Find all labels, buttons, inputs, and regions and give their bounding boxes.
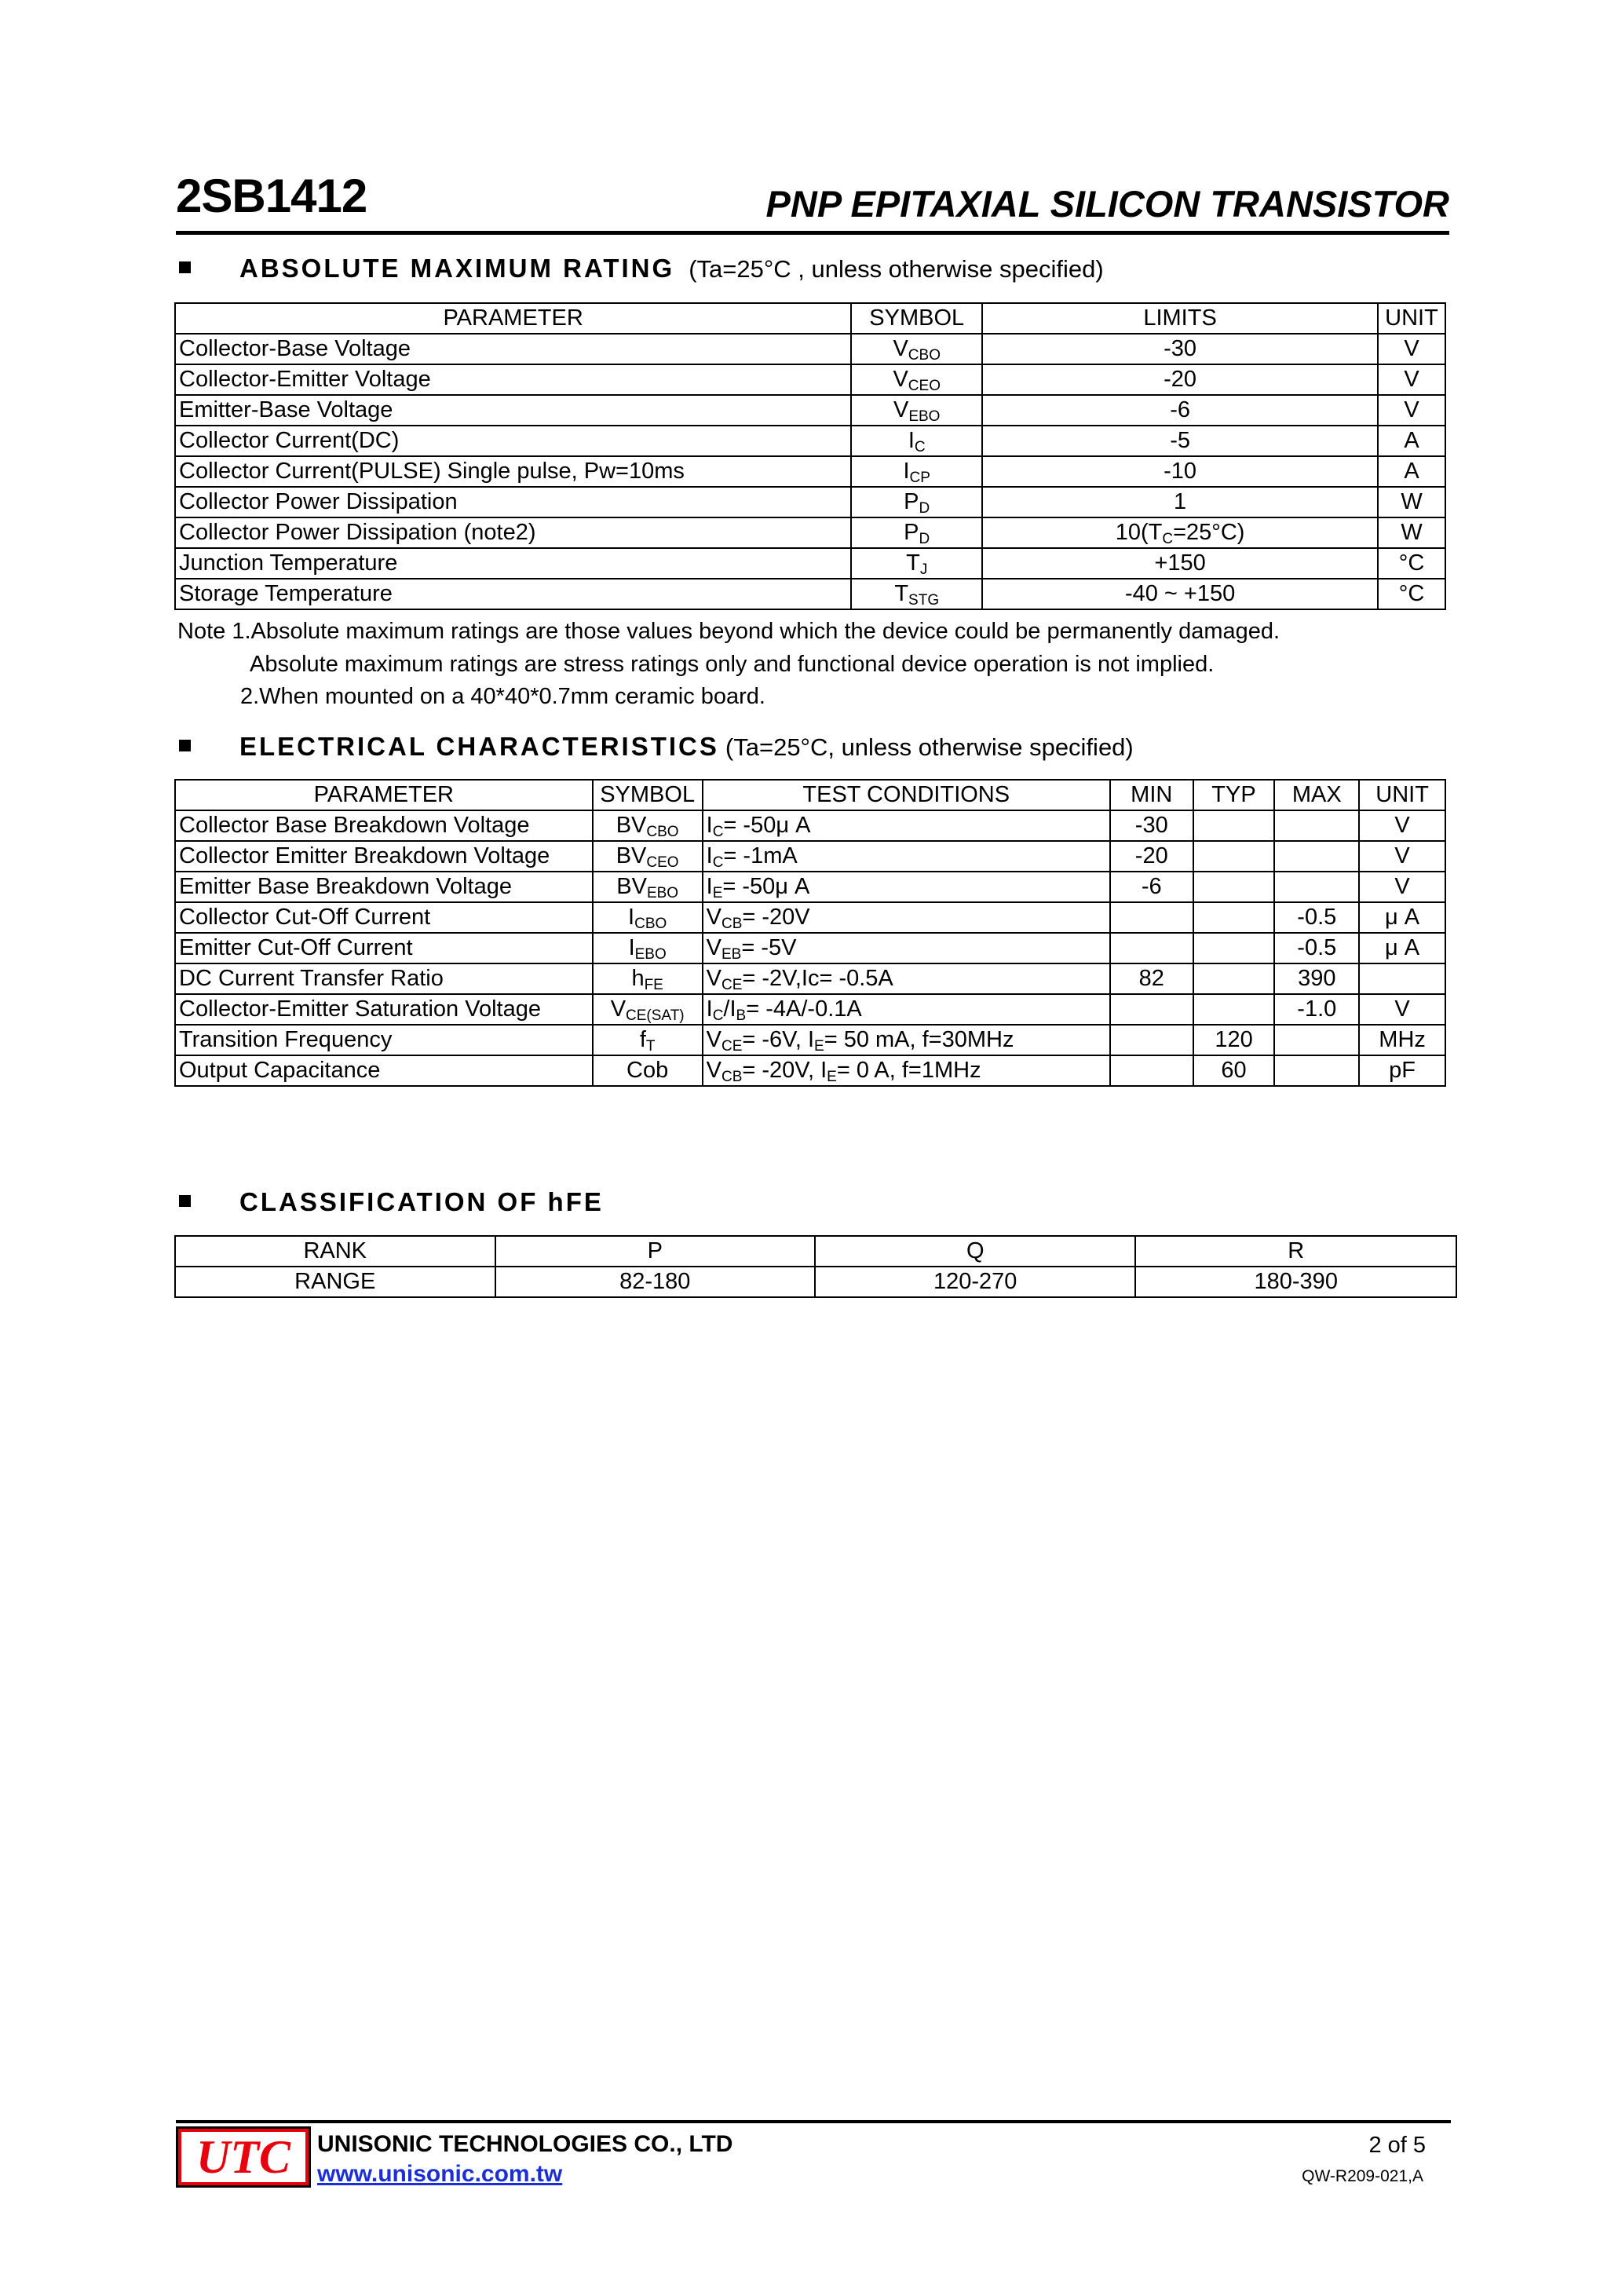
parameter-cell: Collector Cut-Off Current (175, 902, 593, 933)
limit-text: 10(T (1115, 520, 1163, 545)
symbol-text: BV (616, 843, 647, 868)
min-cell (1110, 902, 1193, 933)
table-row (175, 902, 1445, 933)
unit-cell: pF (1359, 1055, 1445, 1086)
unit-cell: V (1378, 334, 1445, 364)
unit-cell: W (1378, 517, 1445, 548)
parameter-cell: Collector Current(DC) (175, 426, 851, 456)
table-row (175, 579, 1445, 609)
column-header: PARAMETER (175, 303, 851, 334)
website-link[interactable]: www.unisonic.com.tw (317, 2161, 563, 2187)
symbol-cell (851, 487, 982, 517)
column-header: SYMBOL (851, 303, 982, 334)
symbol-text: T (894, 581, 909, 606)
symbol-subscript: FE (644, 977, 663, 993)
symbol-subscript: CBO (634, 916, 667, 932)
max-cell (1274, 810, 1359, 841)
parameter-cell: Collector-Base Voltage (175, 334, 851, 364)
table-row (175, 395, 1445, 426)
typ-cell (1193, 872, 1275, 902)
table-row (175, 548, 1445, 579)
condition-text: = -50μ A (722, 874, 810, 899)
max-cell: 390 (1274, 963, 1359, 994)
unit-cell: °C (1378, 579, 1445, 609)
part-number: 2SB1412 (176, 170, 367, 222)
condition-text: V (706, 966, 721, 991)
hfe-table (174, 1235, 1457, 1298)
parameter-cell: Emitter-Base Voltage (175, 395, 851, 426)
square-bullet-icon (179, 1195, 191, 1207)
limit-cell (982, 517, 1378, 548)
abs-max-title: ABSOLUTE MAXIMUM RATING (239, 254, 675, 283)
range-cell: 180-390 (1135, 1267, 1456, 1297)
footer-rule (176, 2120, 1451, 2123)
rank-cell: R (1135, 1236, 1456, 1267)
symbol-text: I (903, 459, 910, 484)
symbol-subscript: EBO (646, 885, 679, 901)
elec-condition: (Ta=25°C, unless otherwise specified) (725, 733, 1134, 761)
table-header-row (175, 780, 1445, 810)
symbol-text: I (628, 935, 635, 960)
condition-text: = 0 A, f=1MHz (836, 1058, 981, 1083)
unit-cell: V (1359, 810, 1445, 841)
symbol-subscript: CE(SAT) (626, 1007, 685, 1024)
condition-text: = -50μ A (723, 813, 811, 838)
symbol-text: Cob (627, 1058, 669, 1083)
condition-text: V (706, 905, 721, 930)
symbol-subscript: C (914, 439, 926, 455)
condition-subscript: C (712, 1007, 724, 1024)
rank-cell: Q (815, 1236, 1136, 1267)
table-row (175, 994, 1445, 1025)
range-row (175, 1267, 1456, 1297)
symbol-cell (593, 994, 703, 1025)
condition-subscript: CB (721, 916, 743, 932)
symbol-text: V (610, 996, 627, 1022)
table-row (175, 1055, 1445, 1086)
limit-cell: +150 (982, 548, 1378, 579)
condition-subscript: E (814, 1038, 824, 1055)
unit-cell: μ A (1359, 902, 1445, 933)
symbol-subscript: D (919, 531, 930, 547)
column-header: MAX (1274, 780, 1359, 810)
min-cell: -6 (1110, 872, 1193, 902)
limit-text: =25°C) (1173, 520, 1245, 545)
column-header: SYMBOL (593, 780, 703, 810)
min-cell (1110, 1055, 1193, 1086)
symbol-cell (851, 395, 982, 426)
hfe-title: CLASSIFICATION OF hFE (239, 1187, 604, 1216)
symbol-cell (851, 456, 982, 487)
rank-cell: P (495, 1236, 815, 1267)
unit-cell: V (1359, 994, 1445, 1025)
symbol-subscript: CBO (908, 347, 941, 364)
symbol-subscript: CEO (646, 854, 679, 871)
condition-text: = -20V, I (742, 1058, 827, 1083)
symbol-text: T (906, 550, 920, 576)
typ-cell: 120 (1193, 1025, 1275, 1055)
table-row (175, 1025, 1445, 1055)
table-row (175, 334, 1445, 364)
note-1b: Absolute maximum ratings are stress ratings only and functional device operation is not implied. (250, 652, 1215, 677)
range-cell: 82-180 (495, 1267, 815, 1297)
typ-cell (1193, 994, 1275, 1025)
condition-text: = -6V, I (742, 1027, 815, 1052)
condition-text: = -20V (742, 905, 810, 930)
symbol-cell (593, 810, 703, 841)
note-1a: Note 1.Absolute maximum ratings are those values beyond which the device could be permanently damaged. (177, 619, 1280, 644)
hfe-heading (179, 1187, 604, 1217)
symbol-subscript: CBO (646, 824, 679, 840)
symbol-cell (593, 1025, 703, 1055)
limit-cell: -30 (982, 334, 1378, 364)
column-header: TEST CONDITIONS (703, 780, 1110, 810)
condition-text: V (706, 935, 721, 960)
test-condition-cell (703, 963, 1110, 994)
condition-text: I (706, 843, 713, 868)
test-condition-cell (703, 994, 1110, 1025)
unit-cell: MHz (1359, 1025, 1445, 1055)
symbol-text: BV (616, 813, 647, 838)
parameter-cell: Collector Emitter Breakdown Voltage (175, 841, 593, 872)
table-header-row (175, 303, 1445, 334)
min-cell (1110, 1025, 1193, 1055)
unit-cell: °C (1378, 548, 1445, 579)
elec-title: ELECTRICAL CHARACTERISTICS (239, 732, 719, 761)
condition-subscript: EB (721, 946, 742, 963)
table-row (175, 841, 1445, 872)
symbol-text: I (908, 428, 915, 453)
parameter-cell: Emitter Cut-Off Current (175, 933, 593, 963)
parameter-cell: Collector-Emitter Voltage (175, 364, 851, 395)
test-condition-cell (703, 1055, 1110, 1086)
parameter-cell: Emitter Base Breakdown Voltage (175, 872, 593, 902)
max-cell: -0.5 (1274, 933, 1359, 963)
header-rule (176, 231, 1449, 235)
typ-cell (1193, 841, 1275, 872)
unit-cell: V (1359, 872, 1445, 902)
symbol-subscript: D (919, 500, 930, 517)
symbol-cell (851, 548, 982, 579)
symbol-text: V (893, 397, 909, 422)
condition-subscript: B (736, 1007, 747, 1024)
parameter-cell: Transition Frequency (175, 1025, 593, 1055)
square-bullet-icon (179, 261, 191, 273)
max-cell: -1.0 (1274, 994, 1359, 1025)
condition-subscript: CE (721, 1038, 743, 1055)
condition-text: = -2V,Ic= -0.5A (742, 966, 893, 991)
limit-cell: 1 (982, 487, 1378, 517)
condition-text: = -5V (741, 935, 797, 960)
condition-subscript: C (712, 854, 724, 871)
condition-text: V (706, 1027, 721, 1052)
table-row (175, 810, 1445, 841)
unit-cell: V (1378, 364, 1445, 395)
symbol-text: P (904, 520, 919, 545)
table-row (175, 517, 1445, 548)
document-code: QW-R209-021,A (1302, 2167, 1423, 2185)
symbol-subscript: J (919, 561, 928, 578)
condition-text: /I (723, 996, 736, 1022)
unit-cell: A (1378, 426, 1445, 456)
column-header: TYP (1193, 780, 1275, 810)
condition-text: = -1mA (723, 843, 798, 868)
symbol-cell (851, 517, 982, 548)
column-header: UNIT (1359, 780, 1445, 810)
square-bullet-icon (179, 740, 191, 751)
typ-cell: 60 (1193, 1055, 1275, 1086)
unit-cell (1359, 963, 1445, 994)
condition-subscript: E (712, 885, 723, 901)
max-cell: -0.5 (1274, 902, 1359, 933)
symbol-subscript: CP (909, 470, 930, 486)
symbol-cell (851, 334, 982, 364)
column-header: MIN (1110, 780, 1193, 810)
symbol-cell (593, 963, 703, 994)
limit-cell: -20 (982, 364, 1378, 395)
range-cell: 120-270 (815, 1267, 1136, 1297)
symbol-subscript: EBO (908, 408, 941, 425)
parameter-cell: Collector-Emitter Saturation Voltage (175, 994, 593, 1025)
parameter-cell: Storage Temperature (175, 579, 851, 609)
condition-subscript: CE (721, 977, 743, 993)
symbol-subscript: CEO (908, 378, 941, 394)
test-condition-cell (703, 841, 1110, 872)
limit-cell: -5 (982, 426, 1378, 456)
symbol-text: f (639, 1027, 646, 1052)
table-row (175, 963, 1445, 994)
symbol-text: I (628, 905, 635, 930)
parameter-cell: Collector Power Dissipation (note2) (175, 517, 851, 548)
rank-label: RANK (175, 1236, 495, 1267)
unit-cell: μ A (1359, 933, 1445, 963)
typ-cell (1193, 810, 1275, 841)
page-number: 2 of 5 (1368, 2133, 1426, 2158)
abs-max-table (174, 302, 1446, 610)
max-cell (1274, 1055, 1359, 1086)
condition-text: I (706, 996, 713, 1022)
condition-text: I (706, 874, 713, 899)
parameter-cell: Output Capacitance (175, 1055, 593, 1086)
unit-cell: W (1378, 487, 1445, 517)
limit-cell: -10 (982, 456, 1378, 487)
table-row (175, 364, 1445, 395)
condition-text: V (706, 1058, 721, 1083)
unit-cell: A (1378, 456, 1445, 487)
symbol-cell (593, 1055, 703, 1086)
table-row (175, 487, 1445, 517)
min-cell: -30 (1110, 810, 1193, 841)
condition-text: = 50 mA, f=30MHz (824, 1027, 1014, 1052)
symbol-cell (593, 933, 703, 963)
symbol-text: P (904, 489, 919, 514)
max-cell (1274, 1025, 1359, 1055)
symbol-cell (851, 579, 982, 609)
column-header: LIMITS (982, 303, 1378, 334)
condition-subscript: CB (721, 1069, 743, 1085)
parameter-cell: Collector Power Dissipation (175, 487, 851, 517)
symbol-text: V (893, 336, 908, 361)
test-condition-cell (703, 810, 1110, 841)
condition-text: = -4A/-0.1A (746, 996, 862, 1022)
unit-cell: V (1359, 841, 1445, 872)
max-cell (1274, 872, 1359, 902)
electrical-table (174, 779, 1446, 1087)
symbol-subscript: EBO (634, 946, 667, 963)
symbol-subscript: T (645, 1038, 656, 1055)
condition-subscript: C (712, 824, 724, 840)
parameter-cell: Collector Current(PULSE) Single pulse, Pw=10ms (175, 456, 851, 487)
table-row (175, 456, 1445, 487)
abs-max-heading (179, 254, 1104, 283)
utc-logo (176, 2126, 311, 2188)
test-condition-cell (703, 902, 1110, 933)
note-2: 2.When mounted on a 40*40*0.7mm ceramic board. (240, 684, 765, 709)
limit-cell: -40 ~ +150 (982, 579, 1378, 609)
device-type: PNP EPITAXIAL SILICON TRANSISTOR (765, 183, 1449, 225)
column-header: PARAMETER (175, 780, 593, 810)
symbol-text: h (631, 966, 645, 991)
range-label: RANGE (175, 1267, 495, 1297)
company-name: UNISONIC TECHNOLOGIES CO., LTD (317, 2131, 733, 2157)
test-condition-cell (703, 1025, 1110, 1055)
symbol-subscript: STG (908, 592, 940, 609)
condition-subscript: E (827, 1069, 837, 1085)
column-header: UNIT (1378, 303, 1445, 334)
symbol-cell (593, 872, 703, 902)
rank-row (175, 1236, 1456, 1267)
symbol-cell (851, 426, 982, 456)
parameter-cell: Junction Temperature (175, 548, 851, 579)
test-condition-cell (703, 872, 1110, 902)
limit-subscript: C (1162, 531, 1174, 547)
table-row (175, 426, 1445, 456)
unit-cell: V (1378, 395, 1445, 426)
min-cell: 82 (1110, 963, 1193, 994)
elec-heading (179, 732, 1134, 762)
symbol-cell (851, 364, 982, 395)
max-cell (1274, 841, 1359, 872)
typ-cell (1193, 902, 1275, 933)
test-condition-cell (703, 933, 1110, 963)
symbol-text: BV (616, 874, 647, 899)
symbol-cell (593, 841, 703, 872)
parameter-cell: Collector Base Breakdown Voltage (175, 810, 593, 841)
parameter-cell: DC Current Transfer Ratio (175, 963, 593, 994)
condition-text: I (706, 813, 713, 838)
table-row (175, 872, 1445, 902)
typ-cell (1193, 963, 1275, 994)
symbol-cell (593, 902, 703, 933)
abs-max-condition: (Ta=25°C , unless otherwise specified) (689, 255, 1104, 283)
min-cell (1110, 933, 1193, 963)
typ-cell (1193, 933, 1275, 963)
limit-cell: -6 (982, 395, 1378, 426)
logo-text: UTC (181, 2132, 305, 2182)
min-cell (1110, 994, 1193, 1025)
symbol-text: V (893, 367, 908, 392)
min-cell: -20 (1110, 841, 1193, 872)
table-row (175, 933, 1445, 963)
